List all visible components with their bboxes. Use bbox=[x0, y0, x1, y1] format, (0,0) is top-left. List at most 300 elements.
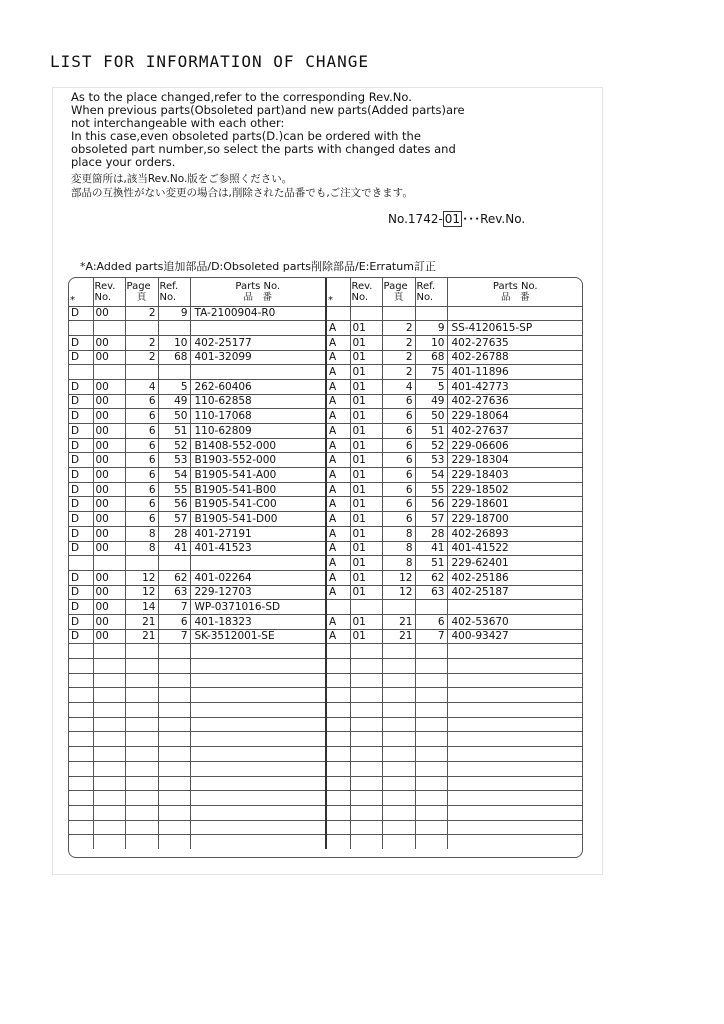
parts-no-cell: 401-27191 bbox=[190, 526, 326, 541]
header-rev-no: Rev. No. bbox=[350, 278, 382, 306]
empty-cell bbox=[326, 703, 350, 718]
ref-no-cell: 50 bbox=[415, 409, 447, 424]
page-cell: 21 bbox=[125, 629, 158, 644]
header-rev-no: Rev. No. bbox=[93, 278, 125, 306]
empty-cell bbox=[69, 717, 93, 732]
empty-cell bbox=[382, 820, 415, 835]
table-row bbox=[69, 497, 583, 512]
status-cell: A bbox=[326, 512, 350, 527]
table-row-empty bbox=[69, 644, 583, 659]
parts-no-cell: 229-62401 bbox=[447, 556, 583, 571]
table-row-empty bbox=[69, 791, 583, 806]
status-cell: D bbox=[69, 394, 93, 409]
empty-cell bbox=[190, 805, 326, 820]
empty-cell bbox=[326, 791, 350, 806]
empty-cell bbox=[125, 820, 158, 835]
empty-cell bbox=[415, 659, 447, 674]
page-cell: 6 bbox=[382, 453, 415, 468]
page-cell: 6 bbox=[125, 468, 158, 483]
empty-cell bbox=[326, 776, 350, 791]
ref-no-cell: 41 bbox=[415, 541, 447, 556]
status-cell: A bbox=[326, 526, 350, 541]
status-cell: D bbox=[69, 570, 93, 585]
parts-no-cell: 110-17068 bbox=[190, 409, 326, 424]
ref-no-cell: 52 bbox=[158, 438, 190, 453]
rev-no-cell: 01 bbox=[350, 614, 382, 629]
ref-no-cell: 62 bbox=[158, 570, 190, 585]
table-row-empty bbox=[69, 761, 583, 776]
page-cell: 6 bbox=[382, 438, 415, 453]
rev-no-cell: 00 bbox=[93, 570, 125, 585]
empty-cell bbox=[69, 703, 93, 718]
empty-cell bbox=[69, 805, 93, 820]
ref-no-cell: 55 bbox=[415, 482, 447, 497]
ref-no-cell: 52 bbox=[415, 438, 447, 453]
empty-cell bbox=[415, 747, 447, 762]
empty-cell bbox=[190, 688, 326, 703]
empty-cell bbox=[93, 791, 125, 806]
ref-no-cell: 7 bbox=[158, 600, 190, 615]
intro-line-jp: 部品の互換性がない変更の場合は,削除された品番でも,ご注文できます。 bbox=[71, 187, 413, 199]
empty-cell bbox=[158, 717, 190, 732]
ref-no-cell: 7 bbox=[158, 629, 190, 644]
empty-cell bbox=[447, 703, 583, 718]
ref-no-cell: 50 bbox=[158, 409, 190, 424]
parts-no-cell bbox=[190, 365, 326, 380]
table-body bbox=[69, 306, 583, 849]
empty-cell bbox=[125, 688, 158, 703]
empty-cell bbox=[190, 747, 326, 762]
parts-no-cell: B1905-541-B00 bbox=[190, 482, 326, 497]
empty-cell bbox=[190, 835, 326, 850]
status-cell: A bbox=[326, 379, 350, 394]
page-cell: 6 bbox=[382, 424, 415, 439]
page-cell: 2 bbox=[125, 335, 158, 350]
empty-cell bbox=[93, 644, 125, 659]
table-row-empty bbox=[69, 688, 583, 703]
rev-no-cell bbox=[93, 321, 125, 336]
empty-cell bbox=[447, 805, 583, 820]
parts-no-cell: SK-3512001-SE bbox=[190, 629, 326, 644]
page-cell: 12 bbox=[382, 570, 415, 585]
rev-no-cell: 01 bbox=[350, 526, 382, 541]
table-row bbox=[69, 482, 583, 497]
empty-cell bbox=[190, 717, 326, 732]
table-row bbox=[69, 614, 583, 629]
empty-cell bbox=[93, 673, 125, 688]
empty-cell bbox=[69, 688, 93, 703]
table-row-empty bbox=[69, 732, 583, 747]
ref-no-cell: 49 bbox=[415, 394, 447, 409]
rev-no-cell: 01 bbox=[350, 335, 382, 350]
rev-no-cell: 01 bbox=[350, 585, 382, 600]
empty-cell bbox=[382, 732, 415, 747]
empty-cell bbox=[415, 644, 447, 659]
empty-cell bbox=[93, 703, 125, 718]
empty-cell bbox=[350, 717, 382, 732]
table-row-empty bbox=[69, 805, 583, 820]
page-cell: 2 bbox=[382, 335, 415, 350]
parts-no-cell: B1905-541-D00 bbox=[190, 512, 326, 527]
empty-cell bbox=[158, 820, 190, 835]
empty-cell bbox=[125, 673, 158, 688]
empty-cell bbox=[158, 761, 190, 776]
rev-no-cell: 00 bbox=[93, 600, 125, 615]
ref-no-cell: 63 bbox=[158, 585, 190, 600]
status-cell: D bbox=[69, 409, 93, 424]
table-row bbox=[69, 409, 583, 424]
table-row bbox=[69, 424, 583, 439]
parts-no-cell: B1905-541-A00 bbox=[190, 468, 326, 483]
page-cell: 6 bbox=[382, 409, 415, 424]
empty-cell bbox=[447, 732, 583, 747]
page-cell: 6 bbox=[125, 438, 158, 453]
ref-no-cell: 51 bbox=[158, 424, 190, 439]
page-cell: 6 bbox=[125, 394, 158, 409]
page-cell: 12 bbox=[125, 570, 158, 585]
status-cell: A bbox=[326, 629, 350, 644]
empty-cell bbox=[350, 673, 382, 688]
page-cell: 2 bbox=[125, 350, 158, 365]
parts-no-cell: 401-41522 bbox=[447, 541, 583, 556]
empty-cell bbox=[69, 747, 93, 762]
parts-no-cell bbox=[447, 306, 583, 321]
rev-no-cell: 00 bbox=[93, 468, 125, 483]
ref-no-cell: 57 bbox=[158, 512, 190, 527]
ref-no-cell: 28 bbox=[158, 526, 190, 541]
revision-box: 01 bbox=[444, 212, 461, 226]
ref-no-cell: 75 bbox=[415, 365, 447, 380]
empty-cell bbox=[326, 688, 350, 703]
empty-cell bbox=[326, 717, 350, 732]
rev-no-cell: 01 bbox=[350, 570, 382, 585]
empty-cell bbox=[350, 644, 382, 659]
empty-cell bbox=[415, 761, 447, 776]
page-cell: 21 bbox=[382, 614, 415, 629]
rev-no-cell: 00 bbox=[93, 497, 125, 512]
rev-no-cell: 01 bbox=[350, 438, 382, 453]
parts-no-cell: 110-62858 bbox=[190, 394, 326, 409]
empty-cell bbox=[69, 644, 93, 659]
status-cell bbox=[69, 365, 93, 380]
page-cell: 6 bbox=[382, 394, 415, 409]
page-cell bbox=[125, 556, 158, 571]
parts-no-cell: 402-26893 bbox=[447, 526, 583, 541]
empty-cell bbox=[350, 688, 382, 703]
parts-no-cell: WP-0371016-SD bbox=[190, 600, 326, 615]
parts-no-cell bbox=[190, 556, 326, 571]
empty-cell bbox=[350, 835, 382, 850]
page-cell: 6 bbox=[125, 497, 158, 512]
empty-cell bbox=[326, 805, 350, 820]
rev-no-cell: 00 bbox=[93, 438, 125, 453]
empty-cell bbox=[382, 747, 415, 762]
ref-no-cell: 54 bbox=[158, 468, 190, 483]
empty-cell bbox=[69, 673, 93, 688]
rev-no-cell: 01 bbox=[350, 453, 382, 468]
page-cell: 6 bbox=[125, 409, 158, 424]
ref-no-cell bbox=[415, 306, 447, 321]
status-cell: A bbox=[326, 614, 350, 629]
page-cell: 4 bbox=[125, 379, 158, 394]
intro-line: In this case,even obsoleted parts(D.)can be ordered with the bbox=[71, 129, 421, 143]
rev-no-cell bbox=[350, 600, 382, 615]
ref-no-cell: 53 bbox=[415, 453, 447, 468]
empty-cell bbox=[326, 835, 350, 850]
table-row bbox=[69, 306, 583, 321]
table-row bbox=[69, 350, 583, 365]
empty-cell bbox=[447, 791, 583, 806]
empty-cell bbox=[382, 791, 415, 806]
parts-no-cell: 402-53670 bbox=[447, 614, 583, 629]
rev-no-cell bbox=[93, 365, 125, 380]
parts-no-cell: 402-27635 bbox=[447, 335, 583, 350]
empty-cell bbox=[382, 835, 415, 850]
table-row bbox=[69, 570, 583, 585]
revision-label: ･･･Rev.No. bbox=[462, 212, 526, 226]
status-cell: A bbox=[326, 409, 350, 424]
status-cell: A bbox=[326, 424, 350, 439]
empty-cell bbox=[125, 776, 158, 791]
table-row bbox=[69, 556, 583, 571]
empty-cell bbox=[350, 659, 382, 674]
change-table-frame bbox=[68, 277, 583, 858]
rev-no-cell: 00 bbox=[93, 614, 125, 629]
parts-no-cell: 110-62809 bbox=[190, 424, 326, 439]
status-cell: D bbox=[69, 306, 93, 321]
rev-no-cell: 01 bbox=[350, 321, 382, 336]
empty-cell bbox=[125, 835, 158, 850]
ref-no-cell: 68 bbox=[415, 350, 447, 365]
page-cell: 2 bbox=[382, 365, 415, 380]
table-row-empty bbox=[69, 820, 583, 835]
legend: *A:Added parts追加部品/D:Obsoleted parts削除部品/E:Erratum訂正 bbox=[80, 260, 436, 273]
page-cell bbox=[125, 365, 158, 380]
page-cell: 8 bbox=[382, 556, 415, 571]
empty-cell bbox=[415, 703, 447, 718]
empty-cell bbox=[350, 805, 382, 820]
empty-cell bbox=[415, 688, 447, 703]
table-row-empty bbox=[69, 659, 583, 674]
header-parts-no: Parts No. 品 番 bbox=[447, 278, 583, 306]
rev-no-cell: 00 bbox=[93, 306, 125, 321]
parts-no-cell: 402-27636 bbox=[447, 394, 583, 409]
rev-no-cell: 00 bbox=[93, 482, 125, 497]
rev-no-cell: 01 bbox=[350, 541, 382, 556]
empty-cell bbox=[447, 761, 583, 776]
ref-no-cell: 6 bbox=[158, 614, 190, 629]
empty-cell bbox=[125, 791, 158, 806]
status-cell: D bbox=[69, 482, 93, 497]
empty-cell bbox=[125, 732, 158, 747]
empty-cell bbox=[447, 688, 583, 703]
rev-no-cell: 00 bbox=[93, 453, 125, 468]
rev-no-cell: 00 bbox=[93, 379, 125, 394]
intro-line: When previous parts(Obsoleted part)and new parts(Added parts)are bbox=[71, 103, 465, 117]
ref-no-cell: 56 bbox=[158, 497, 190, 512]
status-cell: D bbox=[69, 541, 93, 556]
status-cell: D bbox=[69, 438, 93, 453]
empty-cell bbox=[382, 644, 415, 659]
empty-cell bbox=[69, 732, 93, 747]
rev-no-cell bbox=[93, 556, 125, 571]
table-row bbox=[69, 365, 583, 380]
status-cell: D bbox=[69, 497, 93, 512]
ref-no-cell: 49 bbox=[158, 394, 190, 409]
table-row-empty bbox=[69, 776, 583, 791]
rev-no-cell: 01 bbox=[350, 556, 382, 571]
empty-cell bbox=[158, 688, 190, 703]
empty-cell bbox=[415, 673, 447, 688]
page-cell: 12 bbox=[125, 585, 158, 600]
header-parts-no: Parts No. 品 番 bbox=[190, 278, 326, 306]
empty-cell bbox=[69, 791, 93, 806]
page-cell: 12 bbox=[382, 585, 415, 600]
empty-cell bbox=[158, 659, 190, 674]
rev-no-cell: 01 bbox=[350, 424, 382, 439]
empty-cell bbox=[350, 732, 382, 747]
empty-cell bbox=[447, 820, 583, 835]
empty-cell bbox=[158, 673, 190, 688]
page-cell: 6 bbox=[382, 512, 415, 527]
parts-no-cell: B1408-552-000 bbox=[190, 438, 326, 453]
empty-cell bbox=[69, 820, 93, 835]
table-row bbox=[69, 585, 583, 600]
empty-cell bbox=[158, 703, 190, 718]
empty-cell bbox=[69, 835, 93, 850]
empty-cell bbox=[415, 791, 447, 806]
empty-cell bbox=[350, 776, 382, 791]
empty-cell bbox=[447, 776, 583, 791]
empty-cell bbox=[158, 747, 190, 762]
status-cell: A bbox=[326, 350, 350, 365]
ref-no-cell: 57 bbox=[415, 512, 447, 527]
page-cell: 8 bbox=[125, 541, 158, 556]
page-cell: 8 bbox=[382, 526, 415, 541]
table-row bbox=[69, 394, 583, 409]
empty-cell bbox=[326, 820, 350, 835]
rev-no-cell: 00 bbox=[93, 394, 125, 409]
empty-cell bbox=[158, 732, 190, 747]
status-cell: A bbox=[326, 482, 350, 497]
intro-line: obsoleted part number,so select the parts with changed dates and bbox=[71, 142, 456, 156]
parts-no-cell bbox=[190, 321, 326, 336]
table-row bbox=[69, 438, 583, 453]
empty-cell bbox=[93, 732, 125, 747]
empty-cell bbox=[326, 761, 350, 776]
parts-no-cell: 402-26788 bbox=[447, 350, 583, 365]
page-cell: 2 bbox=[382, 350, 415, 365]
page-cell: 2 bbox=[125, 306, 158, 321]
page-cell: 21 bbox=[382, 629, 415, 644]
parts-no-cell: 402-27637 bbox=[447, 424, 583, 439]
rev-no-cell: 00 bbox=[93, 424, 125, 439]
page-cell bbox=[382, 600, 415, 615]
rev-no-cell: 01 bbox=[350, 379, 382, 394]
empty-cell bbox=[447, 659, 583, 674]
status-cell: D bbox=[69, 585, 93, 600]
status-cell: D bbox=[69, 350, 93, 365]
rev-no-cell: 01 bbox=[350, 497, 382, 512]
status-cell: D bbox=[69, 379, 93, 394]
parts-no-cell: 229-06606 bbox=[447, 438, 583, 453]
empty-cell bbox=[350, 747, 382, 762]
rev-no-cell: 00 bbox=[93, 350, 125, 365]
empty-cell bbox=[326, 673, 350, 688]
status-cell: A bbox=[326, 438, 350, 453]
header-ref-no: Ref. No. bbox=[158, 278, 190, 306]
parts-no-cell: 229-18700 bbox=[447, 512, 583, 527]
empty-cell bbox=[125, 717, 158, 732]
ref-no-cell: 5 bbox=[158, 379, 190, 394]
empty-cell bbox=[93, 688, 125, 703]
empty-cell bbox=[415, 805, 447, 820]
empty-cell bbox=[415, 776, 447, 791]
ref-no-cell: 9 bbox=[415, 321, 447, 336]
page-cell: 6 bbox=[125, 482, 158, 497]
table-header-row bbox=[69, 278, 583, 306]
change-table bbox=[69, 278, 583, 849]
empty-cell bbox=[382, 673, 415, 688]
rev-no-cell: 01 bbox=[350, 365, 382, 380]
table-row bbox=[69, 379, 583, 394]
empty-cell bbox=[93, 776, 125, 791]
empty-cell bbox=[190, 820, 326, 835]
parts-no-cell: 229-18304 bbox=[447, 453, 583, 468]
empty-cell bbox=[326, 644, 350, 659]
status-cell: D bbox=[69, 526, 93, 541]
rev-no-cell: 01 bbox=[350, 350, 382, 365]
empty-cell bbox=[69, 776, 93, 791]
header-status: * bbox=[326, 278, 350, 306]
ref-no-cell: 9 bbox=[158, 306, 190, 321]
ref-no-cell bbox=[415, 600, 447, 615]
rev-no-cell: 01 bbox=[350, 512, 382, 527]
table-row-empty bbox=[69, 747, 583, 762]
empty-cell bbox=[158, 644, 190, 659]
empty-cell bbox=[415, 732, 447, 747]
empty-cell bbox=[158, 791, 190, 806]
page-cell: 8 bbox=[382, 541, 415, 556]
empty-cell bbox=[382, 659, 415, 674]
empty-cell bbox=[447, 747, 583, 762]
empty-cell bbox=[447, 673, 583, 688]
ref-no-cell: 10 bbox=[158, 335, 190, 350]
page-cell bbox=[125, 321, 158, 336]
intro-text bbox=[71, 91, 591, 200]
table-row bbox=[69, 600, 583, 615]
parts-no-cell: 402-25187 bbox=[447, 585, 583, 600]
header-ref-no: Ref. No. bbox=[415, 278, 447, 306]
ref-no-cell: 6 bbox=[415, 614, 447, 629]
status-cell: A bbox=[326, 468, 350, 483]
ref-no-cell: 63 bbox=[415, 585, 447, 600]
status-cell: D bbox=[69, 629, 93, 644]
parts-no-cell: B1905-541-C00 bbox=[190, 497, 326, 512]
empty-cell bbox=[350, 791, 382, 806]
empty-cell bbox=[190, 644, 326, 659]
parts-no-cell: 401-32099 bbox=[190, 350, 326, 365]
rev-no-cell: 01 bbox=[350, 629, 382, 644]
table-row-empty bbox=[69, 717, 583, 732]
ref-no-cell: 7 bbox=[415, 629, 447, 644]
empty-cell bbox=[326, 747, 350, 762]
page-cell: 21 bbox=[125, 614, 158, 629]
table-row bbox=[69, 321, 583, 336]
empty-cell bbox=[69, 761, 93, 776]
parts-no-cell: 402-25186 bbox=[447, 570, 583, 585]
parts-no-cell: 229-12703 bbox=[190, 585, 326, 600]
